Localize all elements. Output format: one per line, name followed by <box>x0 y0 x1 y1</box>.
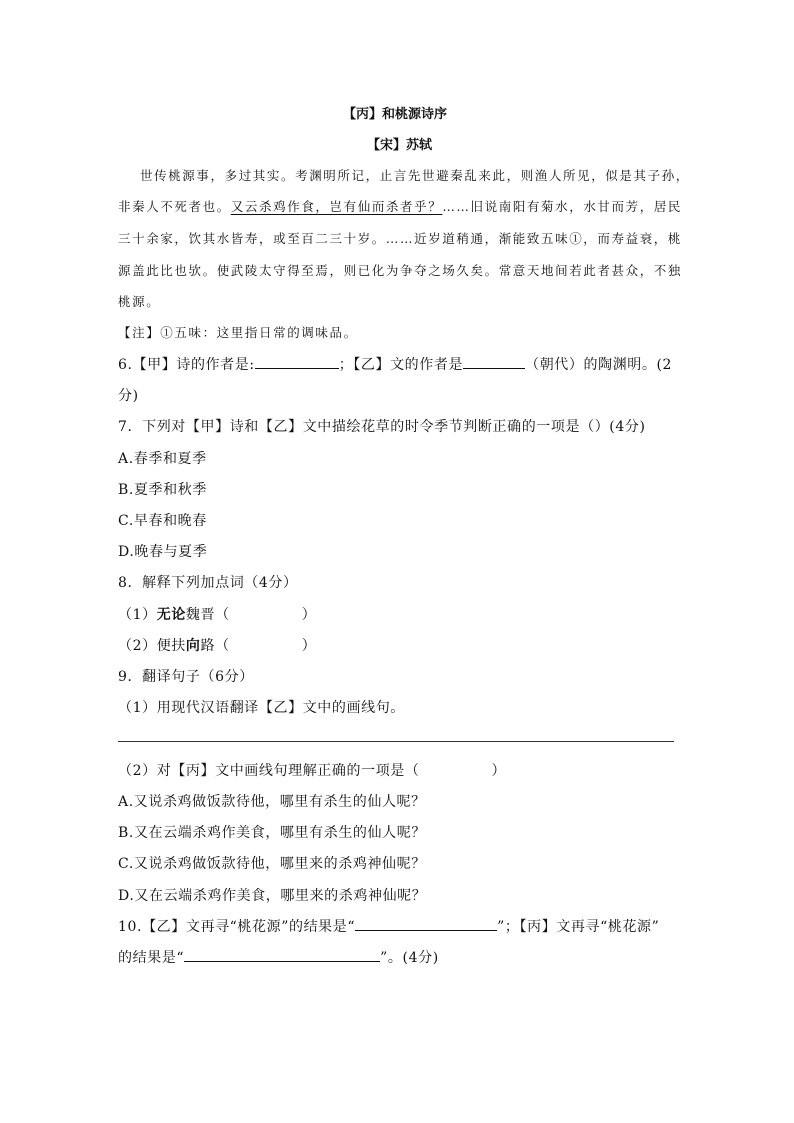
question-10-line-2 <box>118 947 439 967</box>
question-text: 6.【甲】诗的作者是: <box>118 357 255 373</box>
question-7-stem: 7．下列对【甲】诗和【乙】文中描绘花草的时令季节判断正确的一项是（）(4分) <box>118 419 646 435</box>
question-7-option-d[interactable]: D.晚春与夏季 <box>118 544 208 560</box>
question-9-option-a[interactable]: A.又说杀鸡做饭款待他，哪里有杀生的仙人呢？ <box>118 794 426 810</box>
question-8-stem: 8．解释下列加点词（4分） <box>118 575 298 591</box>
item-text: ） <box>301 638 317 654</box>
question-text: 的结果是“ <box>118 950 185 966</box>
question-9-option-c[interactable]: C.又说杀鸡做饭款待他，哪里来的杀鸡神仙呢？ <box>118 856 426 872</box>
question-7-option-c[interactable]: C.早春和晚春 <box>118 513 207 529</box>
dotted-word: 无论 <box>156 607 186 623</box>
passage-line-5: 桃源。 <box>118 294 161 309</box>
dotted-word: 向 <box>185 638 201 654</box>
question-text: ；【乙】文的作者是 <box>338 357 464 373</box>
item-text: （2）便扶 <box>118 638 186 654</box>
item-text: 路（ <box>200 638 230 654</box>
question-9-option-d[interactable]: D.又在云端杀鸡作美食，哪里来的杀鸡神仙呢？ <box>118 888 427 904</box>
item-text: 魏晋（ <box>185 607 230 623</box>
passage-note: 【注】①五味：这里指日常的调味品。 <box>118 325 358 340</box>
answer-blank[interactable] <box>463 354 525 369</box>
passage-author: 【宋】苏轼 <box>367 138 433 153</box>
question-6-line-1 <box>118 354 672 374</box>
question-7-option-b[interactable]: B.夏季和秋季 <box>118 482 207 498</box>
question-text: （朝代）的陶渊明。(2 <box>525 357 673 373</box>
answer-line[interactable] <box>118 741 674 742</box>
passage-line-2 <box>118 197 682 215</box>
passage-line-3: 三十余家，饮其水皆寿，或至百二三十岁。……近岁道稍通，渐能致五味①，而寿益衰，桃 <box>118 231 683 246</box>
answer-blank[interactable] <box>184 947 380 962</box>
question-9-stem: 9．翻译句子（6分） <box>118 669 254 685</box>
item-text: ） <box>301 607 317 623</box>
question-text: ） <box>491 763 507 779</box>
question-text: ”；【丙】文再寻“桃花源” <box>497 919 660 935</box>
question-9-option-b[interactable]: B.又在云端杀鸡作美食，哪里有杀生的仙人呢？ <box>118 825 426 841</box>
question-10-line-1 <box>118 916 659 936</box>
passage-title: 【丙】和桃源诗序 <box>343 107 448 122</box>
question-8-item-2 <box>118 635 316 655</box>
question-6-line-2: 分) <box>118 388 139 404</box>
question-9-sub-1: （1）用现代汉语翻译【乙】文中的画线句。 <box>118 700 405 716</box>
question-text: 10.【乙】文再寻“桃花源”的结果是“ <box>118 919 356 935</box>
question-9-sub-2 <box>118 760 506 780</box>
question-text: （2）对【丙】文中画线句理解正确的一项是（ <box>118 763 420 779</box>
passage-line-1: 世传桃源事，多过其实。考渊明所记，止言先世避秦乱来此，则渔人所见，似是其子孙， <box>140 168 690 183</box>
answer-blank[interactable] <box>255 354 339 369</box>
question-8-item-1 <box>118 604 316 624</box>
question-7-option-a[interactable]: A.春季和夏季 <box>118 451 207 467</box>
passage-text: ……旧说南阳有菊水，水甘而芳，居民 <box>442 199 683 214</box>
item-number: （1） <box>118 607 157 623</box>
passage-text: 非秦人不死者也。 <box>118 199 231 214</box>
question-text: ”。(4分) <box>380 950 439 966</box>
underlined-sentence: 又云杀鸡作食，岂有仙而杀者乎？ <box>230 199 443 214</box>
answer-blank[interactable] <box>355 916 497 931</box>
passage-line-4: 源盖此比也欤。使武陵太守得至焉，则已化为争夺之场久矣。常意天地间若此者甚众，不独 <box>118 263 683 278</box>
